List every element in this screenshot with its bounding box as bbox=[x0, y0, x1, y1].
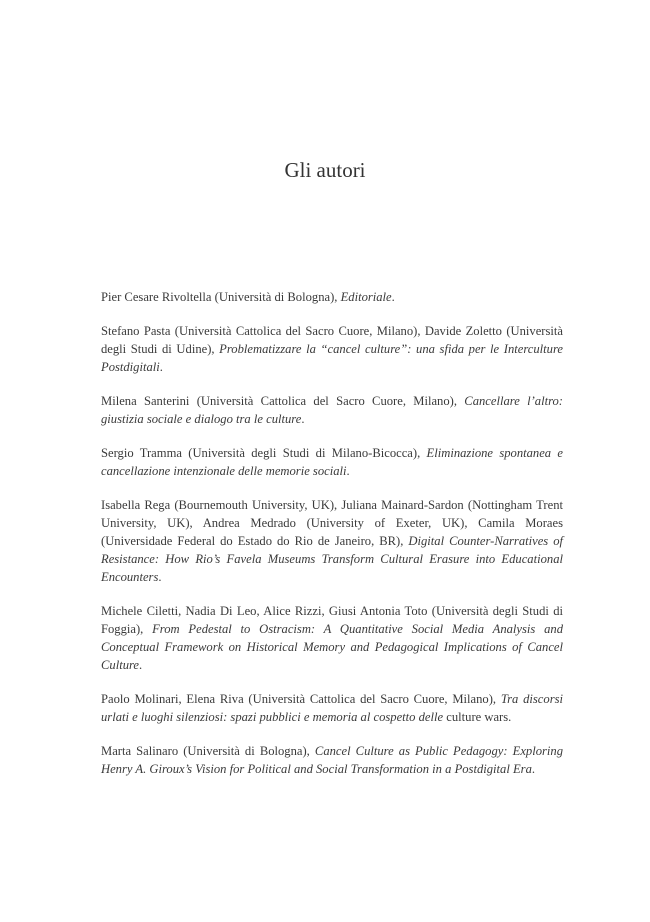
authors-list bbox=[101, 288, 563, 794]
author-entry bbox=[101, 742, 563, 778]
entry-authors: Paolo Molinari, Elena Riva (Università Cattolica del Sacro Cuore, Milano), bbox=[101, 692, 501, 706]
author-entry bbox=[101, 602, 563, 674]
entry-tail: . bbox=[158, 570, 162, 584]
entry-authors: Sergio Tramma (Università degli Studi di Milano-Bicocca), bbox=[101, 446, 427, 460]
entry-tail: culture wars. bbox=[443, 710, 512, 724]
entry-title: Cancel Culture as Public Pedagogy: Exploring Henry A. Giroux’s Vision for Political and Social Transformation in a Postdigital Era bbox=[101, 744, 564, 776]
entry-tail: . bbox=[531, 762, 536, 776]
entry-title: Cancellare l’altro: giustizia sociale e dialogo tra le culture bbox=[101, 394, 563, 426]
entry-title: Problematizzare la “cancel culture”: una sfida per le Interculture Postdigitali bbox=[101, 342, 563, 374]
author-entry bbox=[101, 288, 563, 306]
entry-tail: . bbox=[139, 658, 143, 672]
author-entry bbox=[101, 444, 563, 480]
author-entry bbox=[101, 322, 563, 376]
author-entry bbox=[101, 392, 563, 428]
entry-tail: . bbox=[159, 360, 163, 374]
entry-tail: . bbox=[301, 412, 305, 426]
author-entry bbox=[101, 496, 563, 586]
entry-authors: Milena Santerini (Università Cattolica del Sacro Cuore, Milano), bbox=[101, 394, 465, 408]
entry-title: From Pedestal to Ostracism: A Quantitative Social Media Analysis and Conceptual Framework on Historical Memory and Pedagogical Implications of Cancel Culture bbox=[101, 622, 563, 672]
entry-title: Editoriale bbox=[340, 290, 392, 304]
entry-tail: . bbox=[346, 464, 350, 478]
entry-authors: Pier Cesare Rivoltella (Università di Bologna), bbox=[101, 290, 341, 304]
entry-tail: . bbox=[391, 290, 395, 304]
entry-authors: Stefano Pasta (Università Cattolica del Sacro Cuore, Milano), Davide Zoletto (Università degli Studi di Udine), bbox=[101, 324, 563, 356]
page-title: Gli autori bbox=[284, 158, 366, 182]
entry-title: Tra discorsi urlati e luoghi silenziosi: spazi pubblici e memoria al cospetto delle bbox=[101, 692, 563, 724]
author-entry bbox=[101, 690, 563, 726]
entry-title: Digital Counter-Narratives of Resistance: How Rio’s Favela Museums Transform Cultural Erasure into Educational Encounters bbox=[101, 534, 564, 584]
entry-authors: Isabella Rega (Bournemouth University, UK), Juliana Mainard-Sardon (Nottingham Trent University, UK), Andrea Medrado (University of Exeter, UK), Camila Moraes (Universidade Federal do Estado do Rio de Janeiro, BR), bbox=[101, 498, 563, 548]
entry-authors: Michele Ciletti, Nadia Di Leo, Alice Rizzi, Giusi Antonia Toto (Università degli Studi di Foggia), bbox=[101, 604, 563, 636]
entry-authors: Marta Salinaro (Università di Bologna), bbox=[101, 744, 315, 758]
entry-title: Eliminazione spontanea e cancellazione intenzionale delle memorie sociali bbox=[101, 446, 563, 478]
